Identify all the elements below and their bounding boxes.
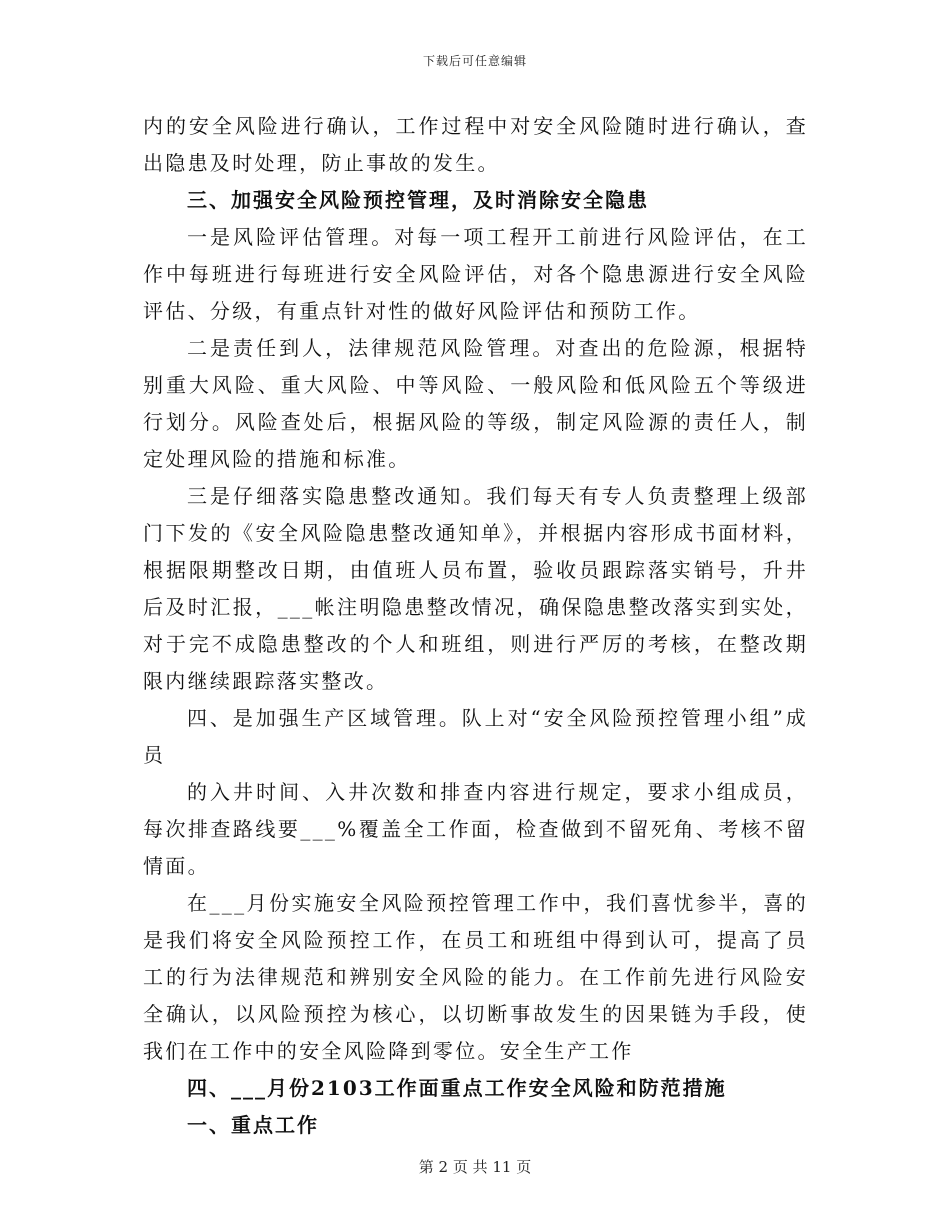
document-body	[143, 108, 808, 1144]
paragraph-responsibility: 二是责任到人，法律规范风险管理。对查出的危险源，根据特别重大风险、重大风险、中等风险、一般风险和低风险五个等级进行划分。风险查处后，根据风险的等级，制定风险源的责任人，制定处理风险的措施和标准。	[143, 336, 808, 471]
section-heading-4: 四、___月份2103工作面重点工作安全风险和防范措施	[187, 1076, 727, 1100]
paragraph-inspection: 的入井时间、入井次数和排查内容进行规定，要求小组成员，每次排查路线要___%覆盖全工作面，检查做到不留死角、考核不留情面。	[143, 780, 808, 878]
section-heading-3: 三、加强安全风险预控管理，及时消除安全隐患	[187, 188, 649, 212]
paragraph-summary: 在___月份实施安全风险预控管理工作中，我们喜忧参半，喜的是我们将安全风险预控工作，在员工和班组中得到认可，提高了员工的行为法律规范和辨别安全风险的能力。在工作前先进行风险安全确认，以风险预控为核心，以切断事故发生的因果链为手段，使我们在工作中的安全风险降到零位。安全生产工作	[143, 891, 808, 1063]
paragraph-production-area: 四、是加强生产区域管理。队上对“安全风险预控管理小组”成员	[143, 706, 808, 767]
subsection-heading-1: 一、重点工作	[187, 1113, 319, 1137]
paragraph-continuation: 内的安全风险进行确认，工作过程中对安全风险随时进行确认，查出隐患及时处理，防止事故的发生。	[143, 114, 808, 175]
page-header: 下载后可任意编辑	[422, 54, 527, 68]
paragraph-rectification: 三是仔细落实隐患整改通知。我们每天有专人负责整理上级部门下发的《安全风险隐患整改通知单》，并根据内容形成书面材料，根据限期整改日期，由值班人员布置，验收员跟踪落实销号，升井后及时汇报，___帐注明隐患整改情况，确保隐患整改落实到实处，对于完不成隐患整改的个人和班组，则进行严厉的考核，在整改期限内继续跟踪落实整改。	[143, 484, 808, 693]
paragraph-risk-assessment: 一是风险评估管理。对每一项工程开工前进行风险评估，在工作中每班进行每班进行安全风险评估，对各个隐患源进行安全风险评估、分级，有重点针对性的做好风险评估和预防工作。	[143, 225, 808, 323]
page-footer: 第 2 页 共 11 页	[418, 1158, 532, 1176]
